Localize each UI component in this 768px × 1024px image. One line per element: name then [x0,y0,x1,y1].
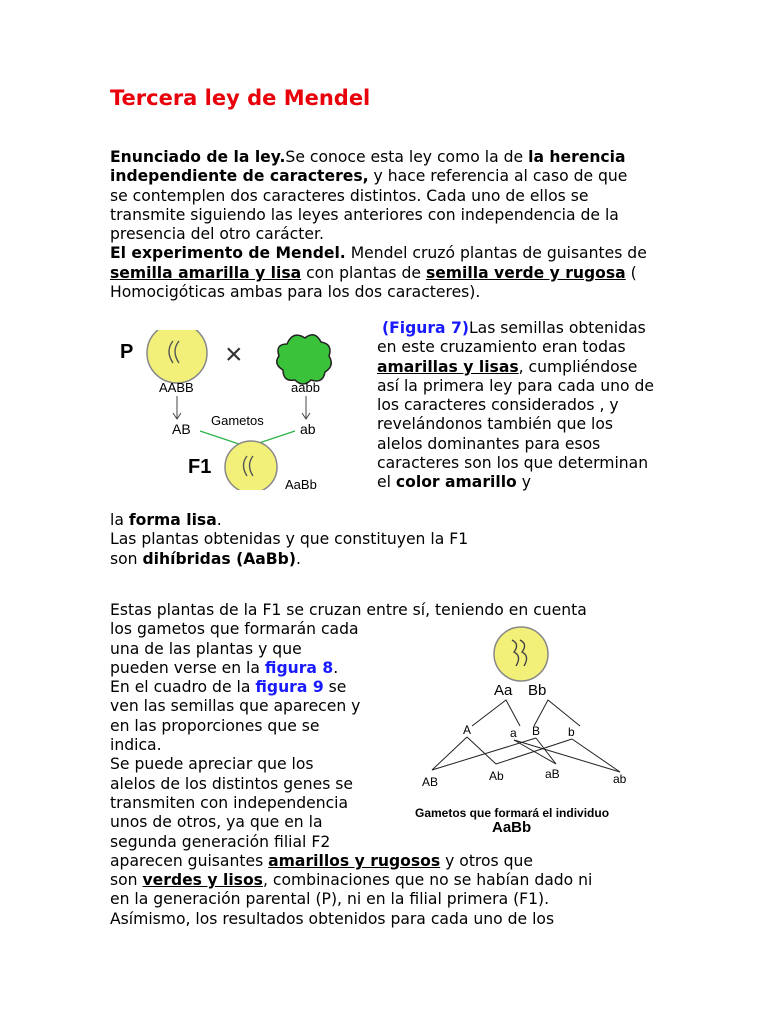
text: Las semillas obtenidas en este cruzamiento eran todas [377,319,646,357]
bb-label: Bb [528,682,547,699]
gamete-aB: aB [545,767,560,781]
text: los gametos que formarán cada [110,620,359,639]
f1-seed [494,627,548,681]
text: la [110,511,129,529]
text: transmiten con independencia [110,793,349,812]
text: Mendel cruzó plantas de guisantes de [345,244,647,263]
cross-sign: × [225,338,243,371]
text: . [295,549,301,568]
text: , combinaciones que no se habían dado ni [262,871,593,890]
law-heading: Enunciado de la ley. [110,148,286,166]
f1-label: F1 [188,456,212,478]
f1-genotype: AaBb [285,477,317,490]
text: Las plantas obtenidas y que constituyen la F1 [110,530,469,549]
aabb-lower-label: aabb [291,380,320,395]
page-title: Tercera ley de Mendel [110,86,371,110]
underlined-text: verdes y lisos [142,871,263,890]
experiment-heading: El experimento de Mendel. [110,244,346,263]
text: se [323,678,347,697]
text: aparecen guisantes [110,851,269,870]
text: son [110,549,143,568]
allele-A: A [463,723,472,737]
underlined-text: semilla verde y rugosa [425,263,626,282]
text: en la generación parental (P), ni en la filial primera (F1). [110,890,550,909]
bold-text: forma lisa [128,511,217,529]
text: Asímismo, los resultados obtenidos para cada uno de los [110,909,555,928]
f1-seed [225,441,277,490]
allele-b: b [568,725,575,739]
text: , cumpliéndose así la primera ley para cada uno de los caracteres considerados , y revelándonos también que los alelos dominantes para esos caracteres son los que determinan el [377,357,654,492]
green-wrinkled-seed [277,335,332,384]
intro-paragraph [110,148,650,302]
text: En el cuadro de la [110,678,256,697]
aabb-upper-label: AABB [159,380,194,395]
gamete-Ab: Ab [489,769,504,783]
text: en las proporciones que se [110,716,320,735]
gamete-ab: ab [613,772,627,786]
figure-8-link[interactable]: figura 8 [264,658,334,677]
text: y hace referencia al caso de que se contemplen dos caracteres distintos. Cada uno de ellos se transmite siguiendo las leyes anteriores con independencia de la presencia del otro carácter. [110,167,628,244]
figure-7-diagram [115,330,365,490]
text: Se puede apreciar que los [110,755,314,774]
underlined-text: semilla amarilla y lisa [110,263,302,282]
text: con plantas de [301,263,426,282]
text: Estas plantas de la F1 se cruzan entre sí, teniendo en cuenta [110,601,587,619]
text: y [516,473,531,492]
text: una de las plantas y que [110,639,302,658]
gamete-AB: AB [422,775,439,789]
text: indica. [110,736,162,755]
text: . [216,511,222,529]
text: y otros que [440,851,534,870]
aa-label: Aa [494,682,513,699]
text: . [333,658,339,677]
gametos-label: Gametos [211,413,264,428]
yellow-smooth-seed [147,330,207,383]
p-label: P [120,341,134,363]
text: pueden verse en la [110,658,265,677]
underlined-text: amarillos y rugosos [268,851,441,870]
figure-8-diagram [410,622,660,837]
bold-text: color amarillo [395,473,517,492]
gamete-ab-lower: ab [300,421,316,437]
aabb-genotype: AaBb [492,819,532,836]
bold-text: dihíbridas (AaBb) [142,549,296,568]
figure-7-link[interactable]: (Figura 7) [381,319,469,337]
text: son [110,871,143,890]
underlined-text: amarillas y lisas [377,357,519,376]
bold-text: la herencia independiente de caracteres, [110,148,626,186]
figure-7-text [377,319,662,493]
gametos-caption: Gametos que formará el individuo [415,806,610,820]
f1-paragraph [110,511,660,569]
allele-B: B [532,724,541,738]
text: alelos de los distintos genes se [110,774,354,793]
allele-a: a [510,726,517,740]
figure-9-link[interactable]: figura 9 [255,678,324,697]
text: unos de otros, ya que en la [110,813,323,832]
text: segunda generación filial F2 [110,832,331,851]
text: ven las semillas que aparecen y [110,697,361,716]
text: ( Homocigóticas ambas para los dos caracteres). [110,263,637,302]
text: Se conoce esta ley como la de [285,148,529,166]
gamete-ab-upper: AB [172,421,191,437]
